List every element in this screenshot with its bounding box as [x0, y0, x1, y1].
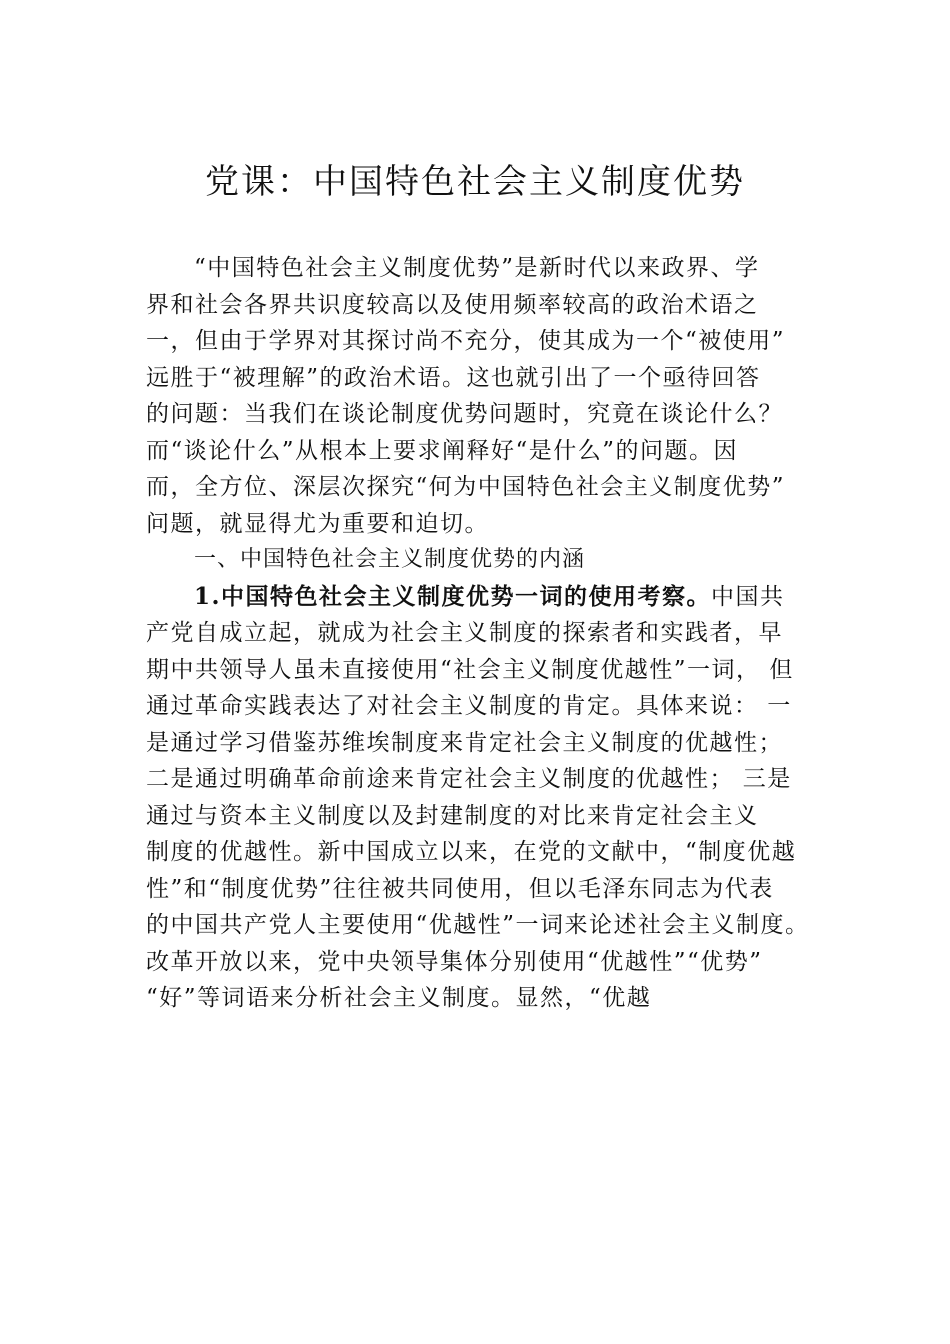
- paragraph-line: 远胜于“被理解”的政治术语。这也就引出了一个亟待回答: [146, 364, 761, 391]
- intro-paragraph: [146, 250, 822, 542]
- paragraph-line: 性”和“制度优势”往往被共同使用，但以毛泽东同志为代表: [146, 875, 774, 902]
- paragraph-line: 产党自成立起，就成为社会主义制度的探索者和实践者，早: [146, 620, 783, 646]
- subsection-lead: 1.中国特色社会主义制度优势一词的使用考察。: [194, 582, 712, 610]
- subsection-lead-rest: 中国共: [711, 583, 785, 610]
- paragraph-line: 一，但由于学界对其探讨尚不充分，使其成为一个“被使用”: [146, 328, 786, 354]
- paragraph-line: “好”等词语来分析社会主义制度。显然，“优越: [146, 985, 652, 1011]
- subsection-paragraph: [146, 579, 822, 1017]
- paragraph-line: [146, 579, 822, 616]
- paragraph-line: 的问题：当我们在谈论制度优势问题时，究竟在谈论什么？: [146, 401, 783, 427]
- paragraph-line: 通过革命实践表达了对社会主义制度的肯定。具体来说： 一: [146, 693, 792, 719]
- paragraph-line: 的中国共产党人主要使用“优越性”一词来论述社会主义制度。: [146, 912, 810, 938]
- paragraph-line: 通过与资本主义制度以及封建制度的对比来肯定社会主义: [146, 802, 759, 829]
- paragraph-line: 而，全方位、深层次探究“何为中国特色社会主义制度优势”: [146, 474, 786, 500]
- paragraph-line: 期中共领导人虽未直接使用“社会主义制度优越性”一词， 但: [146, 656, 794, 683]
- paragraph-line: 二是通过明确革命前途来肯定社会主义制度的优越性； 三是: [146, 766, 792, 792]
- paragraph-line: 改革开放以来，党中央领导集体分别使用“优越性”“优势”: [146, 948, 763, 975]
- paragraph-line: “中国特色社会主义制度优势”是新时代以来政界、学: [194, 255, 760, 281]
- paragraph-line: 而“谈论什么”从根本上要求阐释好“是什么”的问题。因: [146, 437, 739, 464]
- document-title: 党课：中国特色社会主义制度优势: [205, 162, 745, 202]
- paragraph-line: 是通过学习借鉴苏维埃制度来肯定社会主义制度的优越性；: [146, 729, 783, 756]
- paragraph-line: 问题，就显得尤为重要和迫切。: [146, 510, 489, 537]
- paragraph-line: 界和社会各界共识度较高以及使用频率较高的政治术语之: [146, 291, 759, 318]
- document-body: [146, 250, 822, 1017]
- paragraph-line: 制度的优越性。新中国成立以来，在党的文献中，“制度优越: [146, 839, 797, 865]
- section-heading: 一、中国特色社会主义制度优势的内涵: [194, 547, 586, 572]
